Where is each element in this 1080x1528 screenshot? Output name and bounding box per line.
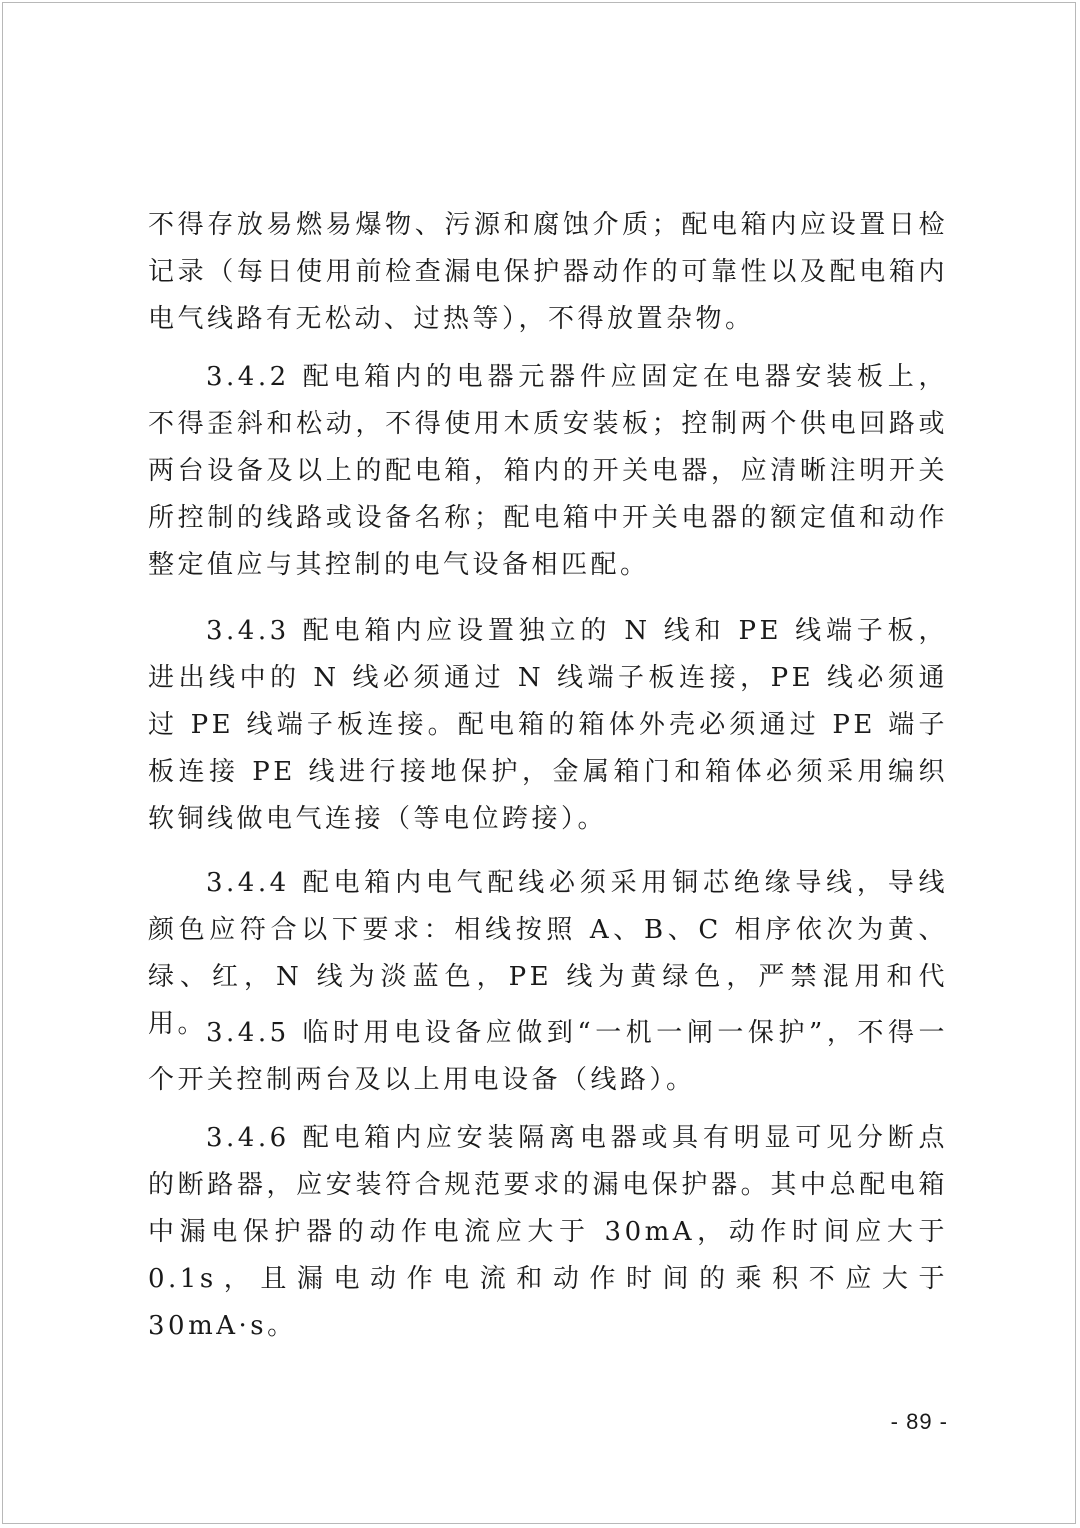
page-number: - 89 - (890, 1409, 948, 1434)
document-body (148, 1010, 948, 1104)
document-body (148, 1115, 948, 1350)
paragraph-3-4-3: 3.4.3 配电箱内应设置独立的 N 线和 PE 线端子板，进出线中的 N 线必须通过 N 线端子板连接，PE 线必须通过 PE 线端子板连接。配电箱的箱体外壳必须通过 PE 端子板连接 PE 线进行接地保护，金属箱门和箱体必须采用编织软铜线做电气连接（等电位跨接）。 (148, 616, 948, 834)
paragraph-3-4-6: 3.4.6 配电箱内应安装隔离电器或具有明显可见分断点的断路器，应安装符合规范要求的漏电保护器。其中总配电箱中漏电保护器的动作电流应大于 30mA，动作时间应大于 0.1s，且漏电动作电流和动作时间的乘积不应大于 30mA·s。 (148, 1123, 948, 1341)
document-body (148, 608, 948, 843)
paragraph-3-4-5: 3.4.5 临时用电设备应做到“一机一闸一保护”，不得一个开关控制两台及以上用电设备（线路）。 (148, 1018, 948, 1095)
document-body (148, 202, 948, 343)
paragraph-3-4-4: 3.4.4 配电箱内电气配线必须采用铜芯绝缘导线，导线颜色应符合以下要求：相线按照 A、B、C 相序依次为黄、绿、红，N 线为淡蓝色，PE 线为黄绿色，严禁混用和代用。 (148, 868, 948, 1039)
document-body (148, 354, 948, 589)
paragraph-continued: 不得存放易燃易爆物、污源和腐蚀介质；配电箱内应设置日检记录（每日使用前检查漏电保护器动作的可靠性以及配电箱内电气线路有无松动、过热等），不得放置杂物。 (148, 210, 948, 334)
paragraph-3-4-2: 3.4.2 配电箱内的电器元器件应固定在电器安装板上，不得歪斜和松动，不得使用木质安装板；控制两个供电回路或两台设备及以上的配电箱，箱内的开关电器，应清晰注明开关所控制的线路或设备名称；配电箱中开关电器的额定值和动作整定值应与其控制的电气设备相匹配。 (148, 362, 948, 580)
